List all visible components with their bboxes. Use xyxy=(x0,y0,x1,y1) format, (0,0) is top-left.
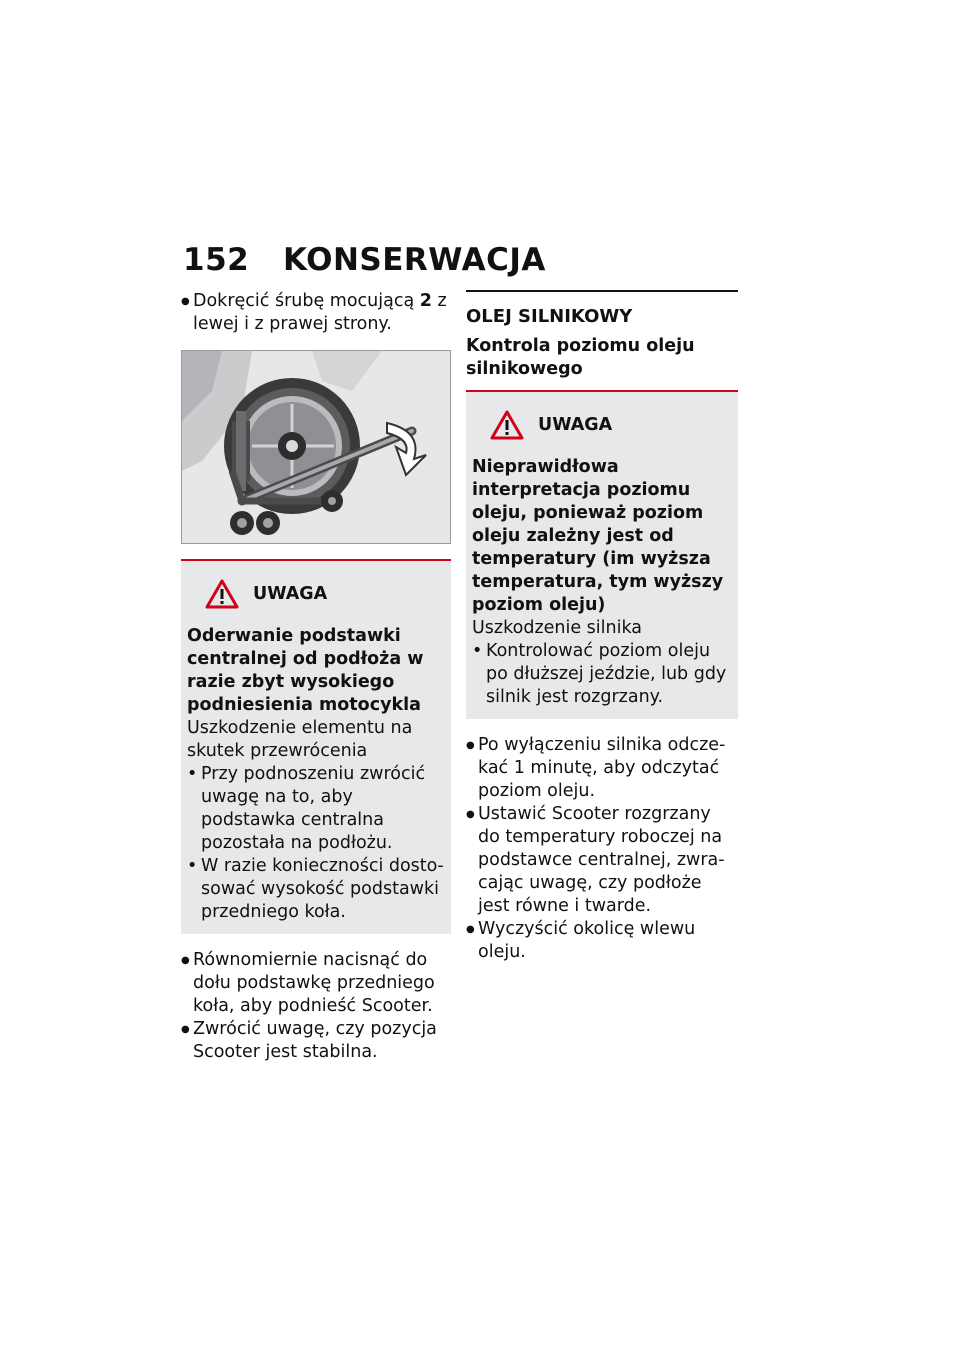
list-item: ● Wyczyścić okolicę wlewu oleju. xyxy=(466,918,738,964)
front-wheel-stand-figure xyxy=(181,350,451,544)
list-item: ● Ustawić Scooter rozgrzany do temperatury roboczej na podstawce centralnej, zwracając uwagę, czy podłoże jest równe i twarde. xyxy=(466,803,738,918)
figure-reference: 2 xyxy=(419,291,432,311)
subsection-title: Kontrola poziomu oleju silnikowego xyxy=(466,336,695,379)
warning-box xyxy=(466,390,738,719)
list-item: ● Zwrócić uwagę, czy pozycja Scooter jest stabilna. xyxy=(181,1018,451,1064)
chapter-title: KONSERWACJA xyxy=(283,242,546,278)
right-column xyxy=(466,290,738,964)
section-title: OLEJ SILNIKOWY xyxy=(466,306,633,327)
page-number: 152 xyxy=(183,242,250,278)
warning-measure: • Kontrolować poziom oleju po dłuższej jeździe, lub gdy silnik jest rozgrzany. xyxy=(472,640,732,709)
list-item: ● Dokręcić śrubę mocującą 2 z lewej i z prawej strony. xyxy=(181,290,451,336)
warning-label: UWAGA xyxy=(253,584,328,604)
warning-label: UWAGA xyxy=(538,415,613,435)
front-wheel-stand-illustration xyxy=(182,351,450,543)
warning-triangle-icon xyxy=(205,579,239,609)
warning-measure: • W razie konieczności dostosować wysokość podstawki przedniego koła. xyxy=(187,855,445,924)
section-rule xyxy=(466,290,738,292)
page-header xyxy=(183,242,546,278)
warning-consequence: Uszkodzenie elementu na skutek przewrócenia xyxy=(187,718,413,761)
warning-heading: Nieprawidłowa interpretacja poziomu oleju, ponieważ poziom oleju zależny jest od temperatury (im wyższa temperatura, tym wyższy poziom oleju) xyxy=(472,457,724,615)
warning-box xyxy=(181,559,451,934)
list-item: ● Równomiernie nacisnąć do dołu podstawkę przedniego koła, aby podnieść Scooter. xyxy=(181,949,451,1018)
warning-measure: • Przy podnoszeniu zwrócić uwagę na to, aby podstawka centralna pozostała na podłożu. xyxy=(187,763,445,855)
warning-consequence: Uszkodzenie silnika xyxy=(472,618,643,638)
list-item: ● Po wyłączeniu silnika odczekać 1 minutę, aby odczytać poziom oleju. xyxy=(466,734,738,803)
left-column xyxy=(181,290,451,1064)
warning-heading: Oderwanie podstawki centralnej od podłoża w razie zbyt wysokiego podniesienia motocykla xyxy=(187,626,424,715)
warning-title xyxy=(205,579,445,609)
warning-triangle-icon xyxy=(490,410,524,440)
warning-title xyxy=(490,410,732,440)
